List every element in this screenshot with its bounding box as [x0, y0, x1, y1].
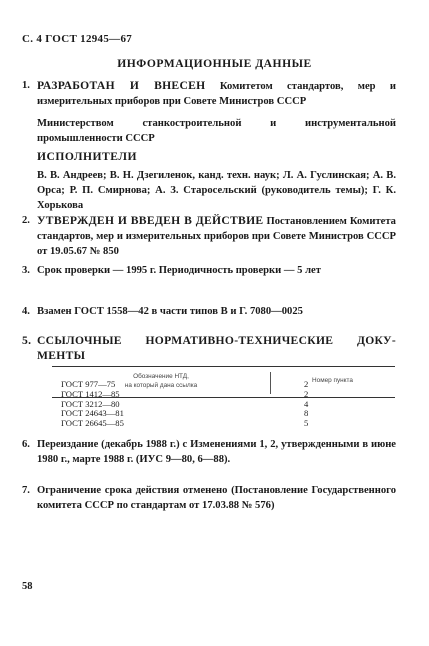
col-header-point: Номер пункта	[312, 377, 353, 384]
item-3-text: Срок проверки — 1995 г. Периодичность проверки — 5 лет	[37, 265, 321, 276]
row-document: ГОСТ 24643—81	[61, 408, 124, 419]
item-5-word-2: НОРМАТИВНО-ТЕХНИЧЕСКИЕ	[145, 334, 334, 347]
row-point: 5	[304, 418, 309, 429]
page-number: 58	[22, 581, 33, 592]
page-header: С. 4 ГОСТ 12945—67	[22, 33, 133, 45]
item-4-text: Взамен ГОСТ 1558—42 в части типов В и Г. 7080—0025	[37, 306, 303, 317]
ministry-paragraph: Министерством станкостроительной и инструментальной промышленности СССР	[37, 118, 396, 144]
item-7-text: Ограничение срока действия отменено (Постановление Государственного комитета СССР по стандартам от 17.03.88 № 576)	[37, 485, 396, 511]
table-top-rule	[52, 366, 395, 367]
section-title: ИНФОРМАЦИОННЫЕ ДАННЫЕ	[117, 57, 312, 70]
item-1	[22, 78, 396, 109]
item-5-line-2: МЕНТЫ	[37, 349, 86, 362]
col-header-document-line-1: Обозначение НТД,	[133, 373, 189, 380]
item-1-lead: РАЗРАБОТАН И ВНЕСЕН	[37, 79, 206, 92]
row-point: 4	[304, 398, 309, 409]
row-point: 8	[304, 408, 309, 419]
item-2-text: Постановлением Комитета стандартов, мер и измерительных приборов при Совете Министров СССР от 19.05.67 № 850	[37, 216, 396, 257]
reference-rows	[61, 380, 331, 429]
item-3	[22, 263, 396, 278]
row-document: ГОСТ 1412—85	[61, 388, 120, 399]
item-6-text: Переиздание (декабрь 1988 г.) с Изменениями 1, 2, утвержденными в июне 1980 г., марте 1988 г. (ИУС 9—80, 6—88).	[37, 439, 396, 465]
row-point: 2	[304, 379, 309, 389]
executors-heading: ИСПОЛНИТЕЛИ	[37, 150, 137, 163]
item-7-number: 7.	[22, 485, 30, 496]
row-document: ГОСТ 26645—85	[61, 418, 124, 429]
item-2	[22, 213, 396, 259]
item-2-lead: УТВЕРЖДЕН И ВВЕДЕН В ДЕЙСТВИЕ	[37, 214, 264, 227]
item-1-text: Комитетом стандартов, мер и измерительных приборов при Совете Министров СССР	[37, 81, 397, 107]
item-3-number: 3.	[22, 265, 30, 276]
row-document: ГОСТ 977—75	[61, 379, 116, 389]
item-4	[22, 304, 396, 319]
item-6-number: 6.	[22, 439, 30, 450]
item-2-number: 2.	[22, 215, 30, 226]
item-6	[22, 437, 396, 467]
row-document: ГОСТ 3212—80	[61, 398, 120, 409]
row-point: 2	[304, 388, 309, 399]
item-5-word-1: ССЫЛОЧНЫЕ	[37, 334, 122, 347]
item-5-number: 5.	[22, 334, 32, 347]
table-row	[61, 419, 331, 429]
item-5-word-3: ДОКУ-	[356, 334, 396, 347]
item-7	[22, 483, 396, 513]
executors-list: В. В. Андреев; В. Н. Дзегиленок, канд. техн. наук; Л. А. Гуслинская; А. В. Орса; Р. П. Смирнова; А. З. Старосельский (руководитель темы); Г. К. Хорькова	[37, 170, 396, 211]
col-header-document-line-2: на который дана ссылка	[124, 382, 198, 389]
item-1-number: 1.	[22, 80, 30, 91]
item-4-number: 4.	[22, 306, 30, 317]
